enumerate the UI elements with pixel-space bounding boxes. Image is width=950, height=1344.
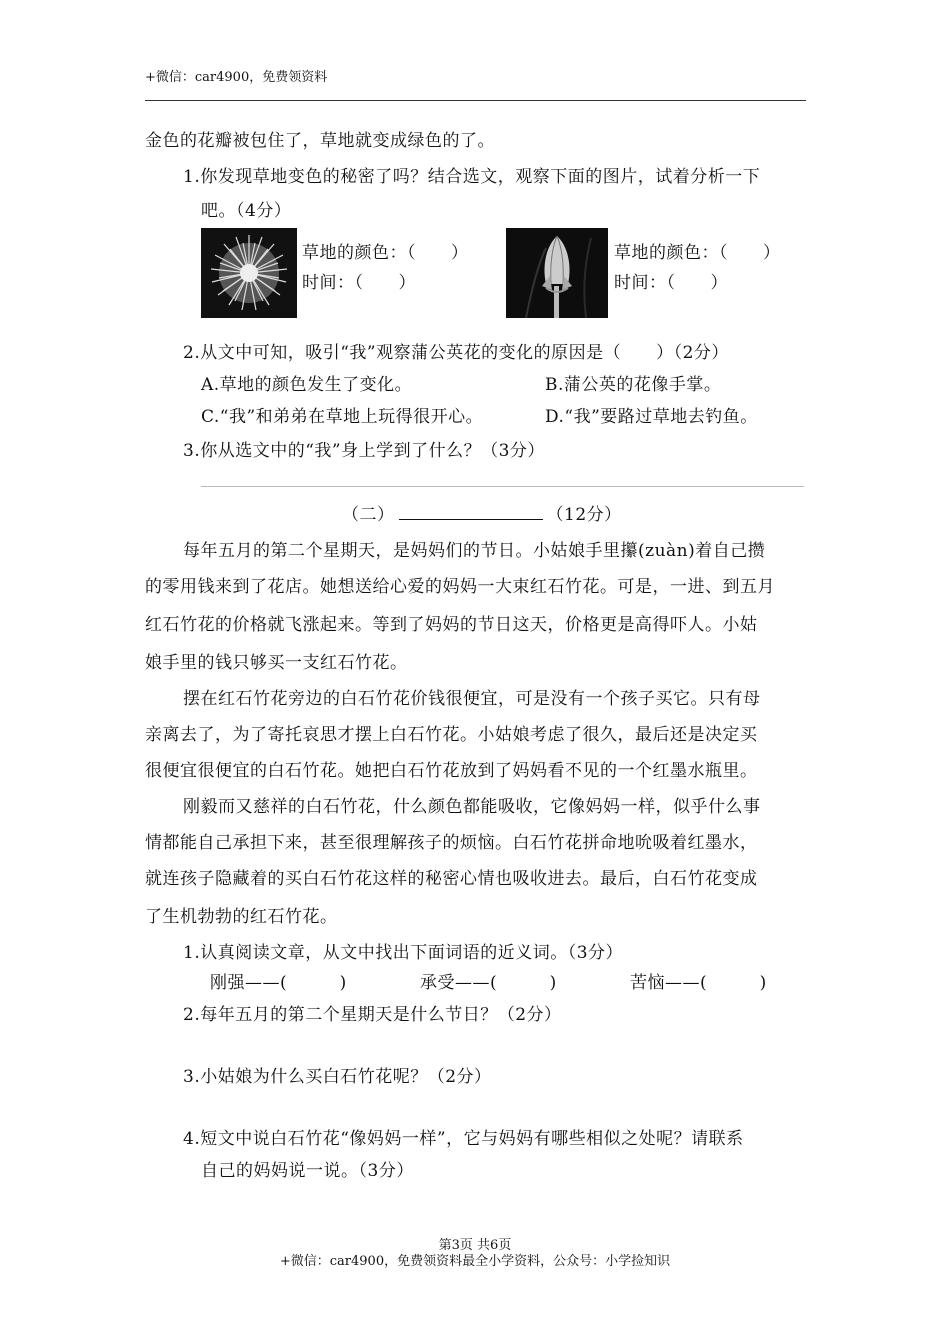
passage-line: 每年五月的第二个星期天，是妈妈们的节日。小姑娘手里攥(zuàn)着自己攒: [183, 541, 766, 561]
passage-line: 情都能自己承担下来，甚至很理解孩子的烦恼。白石竹花拼命地吮吸着红墨水，: [145, 833, 758, 853]
option-c: C.“我”和弟弟在草地上玩得很开心。: [201, 407, 484, 427]
image-1-color-caption: 草地的颜色：（ ）: [302, 243, 469, 263]
passage-line: 娘手里的钱只够买一支红石竹花。: [145, 653, 408, 673]
section-2-title-prefix: （二）: [342, 505, 395, 525]
intro-line: 金色的花瓣被包住了，草地就变成绿色的了。: [145, 131, 495, 151]
dandelion-open-flower-icon: [201, 228, 297, 318]
option-b: B.蒲公英的花像手掌。: [545, 375, 722, 395]
passage-line: 亲离去了，为了寄托哀思才摆上白石竹花。小姑娘考虑了很久，最后还是决定买: [145, 725, 758, 745]
question-2-4: 4.短文中说白石竹花“像妈妈一样”，它与妈妈有哪些相似之处呢？请联系: [183, 1129, 744, 1149]
section-2-title-suffix: （12分）: [546, 505, 622, 525]
image-2-color-caption: 草地的颜色：（ ）: [614, 243, 781, 263]
footer-note: +微信：car4900，免费领资料最全小学资料，公众号：小学捡知识: [279, 1254, 671, 1269]
section-2-title-blank[interactable]: [399, 506, 543, 520]
page-number: 第3页 共6页: [438, 1238, 512, 1253]
image-2-time-caption: 时间：（ ）: [614, 273, 728, 293]
image-1-time-caption: 时间：（ ）: [302, 273, 416, 293]
passage-line: 了生机勃勃的红石竹花。: [145, 907, 338, 927]
question-1-1: 1.你发现草地变色的秘密了吗？结合选文，观察下面的图片，试着分析一下: [183, 167, 761, 187]
header-divider: [145, 100, 806, 101]
question-2-3: 3.小姑娘为什么买白石竹花呢？（2分）: [183, 1067, 492, 1087]
question-2-4-cont: 自己的妈妈说一说。（3分）: [201, 1161, 414, 1181]
passage-line: 的零用钱来到了花店。她想送给心爱的妈妈一大束红石竹花。可是，一进、到五月: [145, 577, 775, 597]
section-divider: [201, 486, 804, 487]
dandelion-closed-flower-icon: [506, 228, 608, 318]
header-note: +微信：car4900，免费领资料: [145, 70, 328, 85]
passage-line: 红石竹花的价格就飞涨起来。等到了妈妈的节日这天，价格更是高得吓人。小姑: [145, 615, 758, 635]
synonym-item: 苦恼——( ): [630, 973, 767, 993]
option-a: A.草地的颜色发生了变化。: [201, 375, 413, 395]
synonym-item: 刚强——( ): [210, 973, 347, 993]
question-2-2: 2.每年五月的第二个星期天是什么节日？（2分）: [183, 1005, 562, 1025]
question-1-2: 2.从文中可知，吸引“我”观察蒲公英花的变化的原因是（ ）（2分）: [183, 343, 729, 363]
passage-line: 很便宜很便宜的白石竹花。她把白石竹花放到了妈妈看不见的一个红墨水瓶里。: [145, 761, 758, 781]
question-1-1-cont: 吧。（4分）: [201, 201, 292, 221]
question-1-3: 3.你从选文中的“我”身上学到了什么？（3分）: [183, 441, 545, 461]
synonym-item: 承受——( ): [420, 973, 557, 993]
section-2-title: [342, 500, 622, 525]
passage-line: 摆在红石竹花旁边的白石竹花价钱很便宜，可是没有一个孩子买它。只有母: [183, 689, 761, 709]
question-2-1: 1.认真阅读文章，从文中找出下面词语的近义词。（3分）: [183, 943, 624, 963]
passage-line: 刚毅而又慈祥的白石竹花，什么颜色都能吸收，它像妈妈一样，似乎什么事: [183, 797, 761, 817]
option-d: D.“我”要路过草地去钓鱼。: [545, 407, 758, 427]
passage-line: 就连孩子隐藏着的买白石竹花这样的秘密心情也吸收进去。最后，白石竹花变成: [145, 869, 758, 889]
